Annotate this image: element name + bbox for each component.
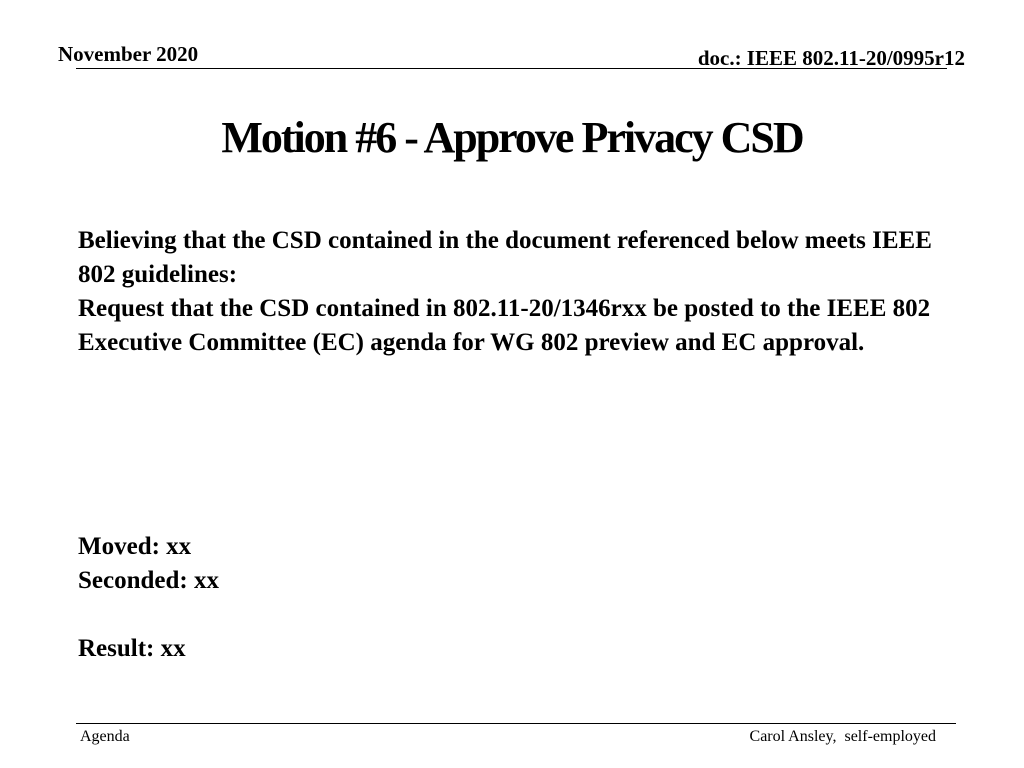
footer-section: Agenda (80, 728, 130, 745)
seconded-line: Seconded: xx (78, 567, 219, 594)
motion-request: Request that the CSD contained in 802.11-20/1346rxx be posted to the IEEE 802 Executive Committee (EC) agenda for WG 802 preview and EC approval. (78, 295, 931, 356)
result-line: Result: xx (78, 635, 186, 662)
header-doc-id: doc.: IEEE 802.11-20/0995r12 (697, 46, 965, 70)
footer-divider (76, 723, 956, 724)
slide-title: Motion #6 - Approve Privacy CSD (221, 113, 803, 162)
vote-record (78, 530, 578, 666)
vote-spacer (78, 598, 578, 632)
header-date: November 2020 (58, 42, 199, 66)
header-divider (76, 68, 947, 69)
footer-author: Carol Ansley, self-employed (749, 728, 936, 745)
motion-text (78, 224, 958, 360)
motion-preamble: Believing that the CSD contained in the document referenced below meets IEEE 802 guidelines: (78, 227, 932, 288)
moved-line: Moved: xx (78, 533, 192, 560)
